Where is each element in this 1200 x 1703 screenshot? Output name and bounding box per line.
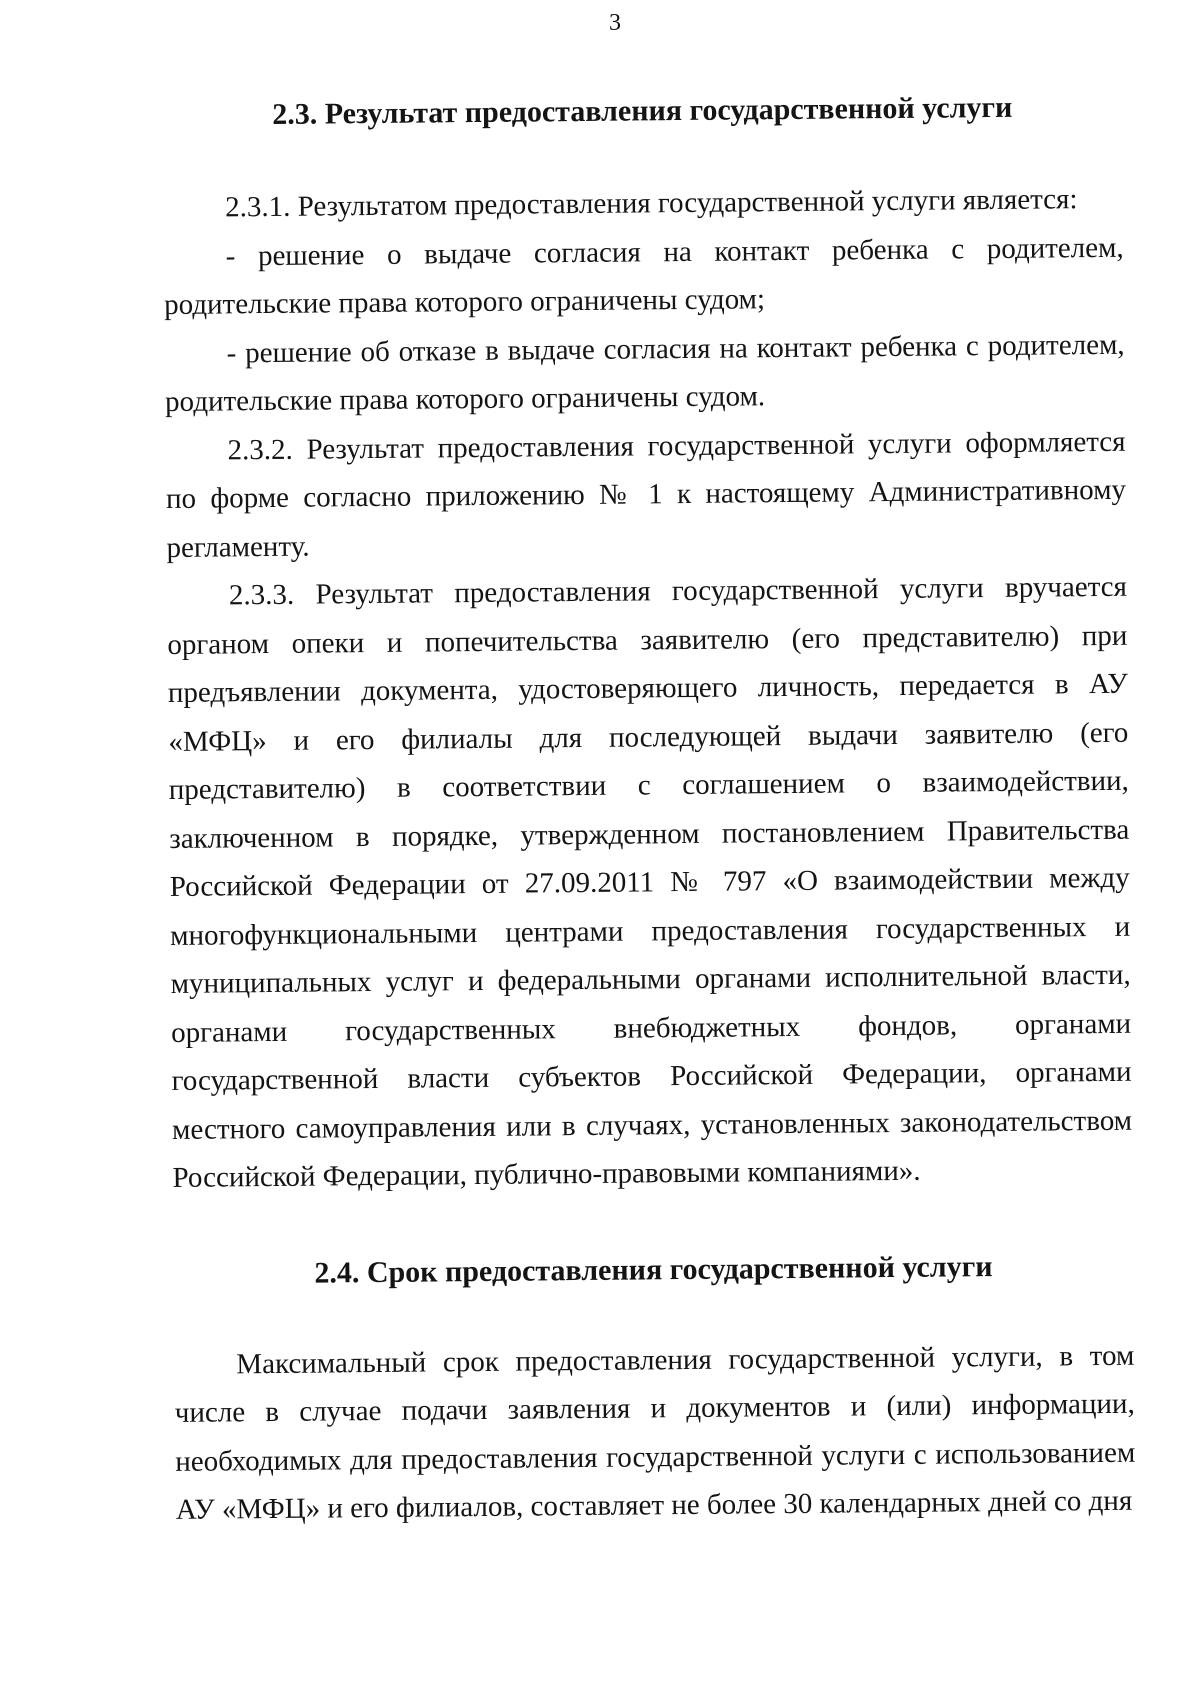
section-heading-2-4: 2.4. Срок предоставления государственной услуги bbox=[314, 1249, 993, 1290]
paragraph-2-3-1: 2.3.1. Результатом предоставления государственной услуги является: bbox=[225, 183, 1078, 224]
paragraph-2-3-3: 2.3.3. Результат предоставления государственной услуги вручается органом опеки и попечительства заявителю (его представителю) при предъявлении документа, удостоверяющего личность, передается в АУ «МФЦ» и его филиалы для последующей выдачи заявителю (его представителю) в соответствии с соглашением о взаимодействии, заключенном в порядке, утвержденном постановлением Правительства Российской Федерации от 27.09.2011 № 797 «О взаимодействии между многофункциональными центрами предоставления государственных и муниципальных услуг и федеральными органами исполнительной власти, органами государственных внебюджетных фондов, органами государственной власти субъектов Российской Федерации, органами местного самоуправления или в случаях, установленных законодательством Российской Федерации, публично-правовыми компаниями». bbox=[167, 570, 1133, 1194]
list-item-decision-issue: - решение о выдаче согласия на контакт ребенка с родителем, родительские права которого ограничены судом; bbox=[164, 231, 1124, 321]
document-body bbox=[162, 71, 1136, 1535]
page-number: 3 bbox=[609, 10, 621, 36]
section-heading-2-3: 2.3. Результат предоставления государственной услуги bbox=[272, 90, 1013, 131]
list-item-decision-refusal: - решение об отказе в выдаче согласия на контакт ребенка с родителем, родительские права которого ограничены судом. bbox=[164, 328, 1125, 418]
paragraph-2-4-term: Максимальный срок предоставления государственной услуги, в том числе в случае подачи заявления и документов и (или) информации, необходимых для предоставления государственной услуги с использованием АУ «МФЦ» и его филиалов, составляет не более 30 календарных дней со дня bbox=[174, 1339, 1136, 1526]
paragraph-2-3-2: 2.3.2. Результат предоставления государственной услуги оформляется по форме согласно приложению № 1 к настоящему Административному регламенту. bbox=[165, 425, 1127, 564]
